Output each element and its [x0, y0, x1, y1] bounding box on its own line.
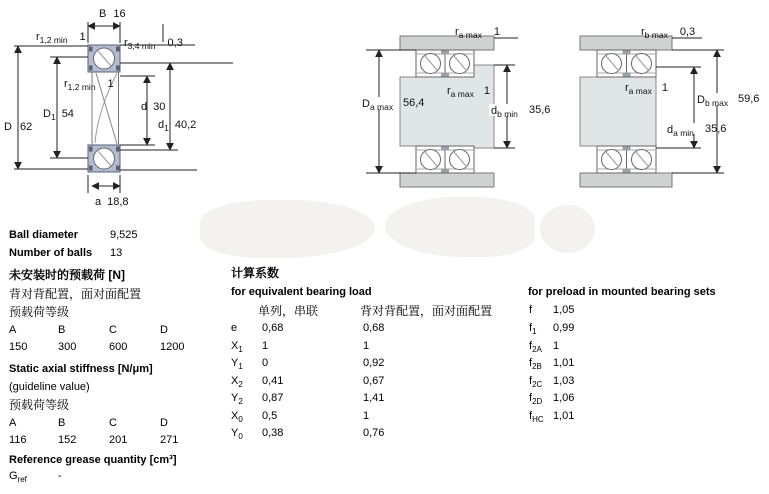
diagram-mounted-set-1 [360, 26, 550, 187]
bearing-pair-lower [597, 146, 656, 173]
calc-row-col1: 1 [262, 340, 269, 352]
dim-label-r12-mid: $r_{1,2 min}$ 1 [64, 78, 114, 92]
calc-row-col1: 0,87 [262, 392, 284, 404]
grease-symbol: $G_{ref}$ [9, 470, 27, 485]
preload-value-A: 150 [9, 341, 28, 353]
factor-symbol: $f_{2B}$ [529, 357, 542, 372]
calc-row-symbol: $X_2$ [231, 375, 243, 390]
factor-value: 1,03 [553, 375, 575, 387]
dim-label-ra-top: $r_{a max}$ 1 [455, 26, 500, 40]
calc-row-col2: 0,92 [363, 357, 385, 369]
bearing-pair-upper [416, 50, 474, 77]
dim-label-d1: $d_1$ 40,2 [158, 119, 197, 133]
contact-angle-line [96, 73, 117, 144]
dim-value-da: 35,6 [705, 123, 727, 135]
calc-col1-header: 单列，串联 [258, 304, 319, 318]
ball-diameter-label: Ball diameter [9, 229, 79, 241]
dim-label-D1: $D_1$ 54 [43, 108, 74, 122]
dim-label-ra-mid: $r_{a max}$ 1 [447, 85, 490, 99]
dim-value-Da: 56,4 [403, 97, 425, 109]
calc-factors-subtitle: for equivalent bearing load [231, 286, 372, 298]
factor-value: 1,05 [553, 304, 575, 316]
calc-factors-title: 计算系数 [231, 266, 280, 280]
dim-label-da: $d_{a min}$ [667, 124, 694, 138]
stiffness-subtitle: (guideline value) [9, 381, 90, 393]
calc-row-symbol: $Y_1$ [231, 357, 243, 372]
calc-col2-header: 背对背配置，面对面配置 [360, 304, 493, 318]
dim-label-r12-top: $r_{1,2 min}$ 1 [36, 31, 86, 45]
factor-value: 0,99 [553, 322, 575, 334]
preload-value-C: 600 [109, 341, 128, 353]
preload-class-A: A [9, 324, 17, 336]
calc-row-symbol: e [231, 322, 238, 334]
diagram-single-bearing [4, 8, 233, 208]
calc-row-symbol: $X_1$ [231, 340, 243, 355]
factor-value: 1 [553, 340, 560, 352]
factor-symbol: $f_{2A}$ [529, 340, 542, 355]
factor-symbol: $f_1$ [529, 322, 537, 337]
calc-row-col1: 0,41 [262, 375, 284, 387]
stiffness-class-B: B [58, 417, 66, 429]
number-of-balls-label: Number of balls [9, 247, 93, 259]
dim-label-B: B 16 [99, 8, 126, 20]
dim-label-Dd: D 62 [4, 121, 33, 133]
factor-value: 1,01 [553, 357, 575, 369]
dim-label-a: a 18,8 [95, 196, 129, 208]
preload-unmounted-subtitle: 背对背配置，面对面配置 [9, 287, 142, 301]
dim-label-Da: $D_{a max}$ [362, 98, 394, 112]
dim-label-db: $d_{b min}$ [491, 105, 518, 119]
calc-row-col1: 0,68 [262, 322, 284, 334]
dim-value-db: 35,6 [529, 104, 551, 116]
preload-factors-title: for preload in mounted bearing sets [528, 286, 716, 298]
stiffness-class-A: A [9, 417, 17, 429]
stiffness-value-C: 201 [109, 434, 128, 446]
calc-row-symbol: $Y_0$ [231, 427, 243, 442]
calc-row-col2: 1,41 [363, 392, 385, 404]
stiffness-class-label: 预载荷等级 [9, 398, 70, 412]
calc-row-col1: 0 [262, 357, 269, 369]
preload-class-label: 预载荷等级 [9, 305, 70, 319]
factor-symbol: $f_{2C}$ [529, 375, 543, 390]
dim-value-Db: 59,6 [738, 93, 760, 105]
calc-row-col2: 0,67 [363, 375, 385, 387]
dim-label-r34: $r_{3,4 min}$ 0,3 [124, 37, 183, 51]
stiffness-value-D: 271 [160, 434, 179, 446]
ball-diameter-value: 9,525 [110, 229, 138, 241]
stiffness-value-A: 116 [9, 434, 27, 446]
calc-row-col1: 0,38 [262, 427, 284, 439]
grease-title: Reference grease quantity [cm³] [9, 454, 177, 466]
grease-value: - [58, 470, 62, 482]
factor-value: 1,06 [553, 392, 575, 404]
housing-bar-bottom [580, 173, 672, 187]
preload-unmounted-title: 未安装时的预载荷 [N] [9, 268, 125, 282]
calc-row-col2: 0,68 [363, 322, 385, 334]
stiffness-class-D: D [160, 417, 168, 429]
diagram-mounted-set-2 [580, 26, 759, 187]
calc-row-col2: 1 [363, 340, 370, 352]
housing-bar-bottom [400, 173, 494, 187]
number-of-balls-value: 13 [110, 247, 123, 259]
calc-row-col2: 0,76 [363, 427, 385, 439]
factor-value: 1,01 [553, 410, 575, 422]
dim-label-rb-top: $r_{b max}$ 0,3 [641, 26, 696, 40]
bearing-pair-upper [597, 50, 656, 77]
preload-value-D: 1200 [160, 341, 185, 353]
bearing-pair-lower [416, 146, 474, 173]
preload-value-B: 300 [58, 341, 77, 353]
stiffness-title: Static axial stiffness [N/μm] [9, 363, 153, 375]
dim-label-d: d 30 [141, 101, 166, 113]
calc-row-symbol: $X_0$ [231, 410, 243, 425]
factor-symbol: $f_{HC}$ [529, 410, 544, 425]
factor-symbol: $f_{2D}$ [529, 392, 543, 407]
calc-row-col1: 0,5 [262, 410, 278, 422]
stiffness-class-C: C [109, 417, 117, 429]
bearing-diagrams [0, 0, 769, 215]
preload-class-D: D [160, 324, 168, 336]
preload-class-C: C [109, 324, 117, 336]
preload-class-B: B [58, 324, 66, 336]
dim-label-Db: $D_{b max}$ [697, 94, 729, 108]
factor-symbol: f [529, 304, 533, 316]
stiffness-value-B: 152 [58, 434, 77, 446]
dim-label-ra-mid: $r_{a max}$ 1 [625, 82, 668, 96]
calc-row-col2: 1 [363, 410, 370, 422]
calc-row-symbol: $Y_2$ [231, 392, 243, 407]
